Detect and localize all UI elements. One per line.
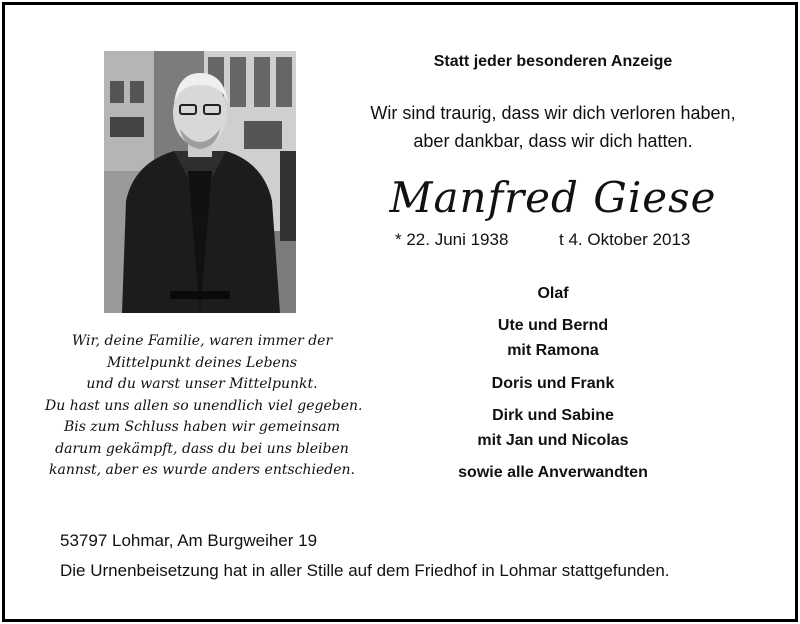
death-date: t 4. Oktober 2013 [559, 230, 691, 249]
poem-line: Du hast uns allen so unendlich viel gegeben. [45, 397, 363, 414]
birth-date: * 22. Juni 1938 [395, 230, 509, 249]
mourner-line: mit Ramona [507, 342, 599, 359]
poem-line: darum gekämpft, dass du bei uns bleiben [55, 440, 349, 457]
mourner-group [393, 403, 713, 453]
mourner-line: Doris und Frank [491, 375, 615, 392]
poem-line: Wir, deine Familie, waren immer der [71, 333, 333, 349]
poem-line: Bis zum Schluss haben wir gemeinsam [63, 419, 341, 435]
quote-line: aber dankbar, dass wir dich hatten. [413, 131, 693, 151]
mourner-group [393, 460, 713, 485]
mourner-group [393, 371, 713, 396]
poem-line: kannst, aber es wurde anders entschieden. [48, 462, 355, 478]
notice-heading: Statt jeder besonderen Anzeige [433, 53, 673, 70]
poem-line: und du warst unser Mittelpunkt. [86, 376, 318, 392]
mourner-line: Dirk und Sabine [492, 407, 614, 424]
portrait-illustration [104, 51, 296, 313]
burial-notice: Die Urnenbeisetzung hat in aller Stille auf dem Friedhof in Lohmar stattgefunden. [60, 561, 670, 580]
obituary-card [2, 2, 798, 622]
deceased-name: Manfred Giese [389, 173, 717, 222]
mourner-line: sowie alle Anverwandten [458, 464, 648, 481]
poem [45, 331, 363, 482]
mourner-line: Olaf [537, 285, 569, 302]
portrait-photo [104, 51, 296, 313]
mourner-group [393, 281, 713, 306]
poem-line: Mittelpunkt deines Lebens [106, 354, 298, 371]
mourner-group [393, 313, 713, 363]
quote-line: Wir sind traurig, dass wir dich verloren haben, [370, 103, 736, 123]
mourner-line: mit Jan und Nicolas [477, 432, 629, 449]
farewell-quote [343, 99, 763, 155]
mourner-line: Ute und Bernd [497, 317, 609, 334]
family-address: 53797 Lohmar, Am Burgweiher 19 [60, 531, 318, 550]
